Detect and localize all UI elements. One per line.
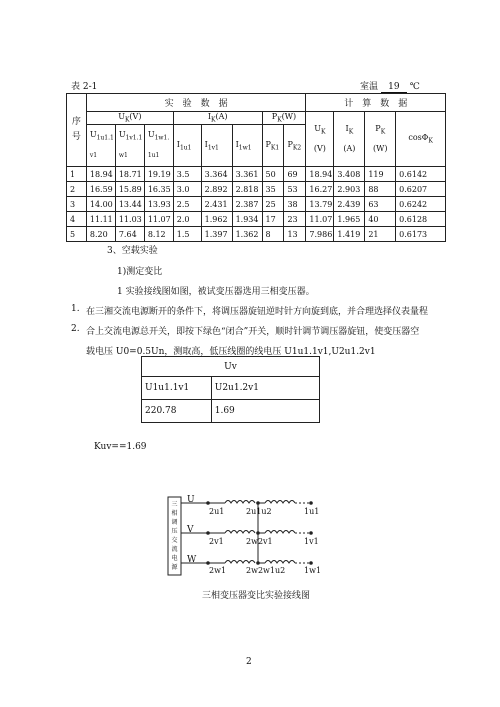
data-cell: 3.364 bbox=[201, 167, 232, 182]
power-source-label: 三相调压交流电源 bbox=[171, 501, 178, 571]
ratio-col2-header: U2u1.2v1 bbox=[211, 377, 319, 400]
data-cell: 1.397 bbox=[201, 227, 232, 242]
node-1u1: 1u1 bbox=[304, 507, 320, 516]
data-cell: 35 bbox=[262, 182, 284, 197]
row-index-cell: 4 bbox=[67, 212, 87, 227]
ratio-table-header: Uv bbox=[142, 357, 320, 377]
sub-heading: 1)测定变比 bbox=[117, 267, 163, 277]
u1-header: $U_{1u1.1}$ v1 bbox=[86, 125, 115, 167]
section-heading: 3、空载实验 bbox=[107, 246, 158, 256]
data-cell: 11.07 bbox=[306, 212, 334, 227]
data-cell: 8 bbox=[262, 227, 284, 242]
u2-header: $U_{1v1.1}$ w1 bbox=[115, 125, 144, 167]
data-cell: 2.0 bbox=[173, 212, 201, 227]
phase-v-label: V bbox=[187, 525, 194, 535]
data-cell: 23 bbox=[284, 212, 306, 227]
experiment-header: 实 验 数 据 bbox=[86, 94, 306, 112]
pk-calc-header: $P_K$ (W) bbox=[365, 112, 396, 167]
i3-header: $I_{1w1}$ bbox=[232, 125, 262, 167]
node-2w2v1: 2w2v1 bbox=[246, 537, 273, 546]
node-2u1u2: 2u1u2 bbox=[246, 507, 272, 516]
diagram-caption: 三相变压器变比实验接线图 bbox=[202, 591, 311, 601]
data-cell: 7.64 bbox=[115, 227, 144, 242]
data-cell: 3.361 bbox=[232, 167, 262, 182]
node-2w2w1: 2w2w1u2 bbox=[246, 566, 286, 575]
room-temp-unit: ℃ bbox=[409, 82, 420, 92]
data-cell: 11.03 bbox=[115, 212, 144, 227]
data-cell: 13.79 bbox=[306, 197, 334, 212]
data-cell: 38 bbox=[284, 197, 306, 212]
room-temp-value: 19 bbox=[381, 82, 407, 93]
data-cell: 63 bbox=[365, 197, 396, 212]
node-2u1: 2u1 bbox=[209, 507, 225, 516]
seq-header: 序 号 bbox=[67, 94, 87, 167]
data-cell: 1.419 bbox=[334, 227, 365, 242]
data-cell: 2.439 bbox=[334, 197, 365, 212]
data-cell: 0.6242 bbox=[396, 197, 446, 212]
node-2w1: 2w1 bbox=[209, 566, 227, 575]
kuv-result: Kuv==1.69 bbox=[94, 442, 147, 452]
pk2-header: $P_{K2}$ bbox=[284, 125, 306, 167]
pk-group-header: $P_K(W)$ bbox=[262, 112, 306, 125]
row-index-cell: 5 bbox=[67, 227, 87, 242]
data-cell: 11.07 bbox=[144, 212, 173, 227]
data-cell: 2.903 bbox=[334, 182, 365, 197]
cos-calc-header: cosΦ$_K$ bbox=[396, 112, 446, 167]
data-cell: 119 bbox=[365, 167, 396, 182]
step2-text-line1: 合上交流电源总开关，即按下绿色“闭合”开关，顺时针调节调压器旋钮，使变压器空 bbox=[86, 327, 420, 337]
data-cell: 13.93 bbox=[144, 197, 173, 212]
data-cell: 3.408 bbox=[334, 167, 365, 182]
data-cell: 21 bbox=[365, 227, 396, 242]
data-cell: 0.6207 bbox=[396, 182, 446, 197]
row-index-cell: 2 bbox=[67, 182, 87, 197]
page-number: 2 bbox=[246, 657, 252, 667]
data-cell: 13.44 bbox=[115, 197, 144, 212]
data-cell: 69 bbox=[284, 167, 306, 182]
data-cell: 1.962 bbox=[201, 212, 232, 227]
data-cell: 2.892 bbox=[201, 182, 232, 197]
data-cell: 19.19 bbox=[144, 167, 173, 182]
node-1w1: 1w1 bbox=[304, 566, 322, 575]
data-cell: 8.12 bbox=[144, 227, 173, 242]
data-cell: 7.986 bbox=[306, 227, 334, 242]
step2-number: 2. bbox=[71, 324, 80, 334]
phase-w-label: W bbox=[187, 555, 197, 565]
data-cell: 16.27 bbox=[306, 182, 334, 197]
step1-text: 在三湘交流电源断开的条件下，将调压器旋钮逆时针方向旋到底，并合理选择仪表量程 bbox=[86, 307, 429, 317]
data-cell: 18.94 bbox=[86, 167, 115, 182]
ik-calc-header: $I_K$ (A) bbox=[334, 112, 365, 167]
data-cell: 88 bbox=[365, 182, 396, 197]
data-cell: 18.71 bbox=[115, 167, 144, 182]
data-cell: 1.934 bbox=[232, 212, 262, 227]
data-cell: 16.59 bbox=[86, 182, 115, 197]
u3-header: $U_{1w1.}$ 1u1 bbox=[144, 125, 173, 167]
data-cell: 53 bbox=[284, 182, 306, 197]
step1-number: 1. bbox=[71, 304, 80, 314]
data-cell: 17 bbox=[262, 212, 284, 227]
ratio-col1-header: U1u1.1v1 bbox=[142, 377, 212, 400]
data-cell: 2.5 bbox=[173, 197, 201, 212]
table-label: 表 2-1 bbox=[71, 82, 98, 92]
data-cell: 3.0 bbox=[173, 182, 201, 197]
data-cell: 1.362 bbox=[232, 227, 262, 242]
phase-u-label: U bbox=[187, 495, 195, 505]
data-cell: 1.5 bbox=[173, 227, 201, 242]
calculation-header: 计 算 数 据 bbox=[306, 94, 446, 112]
data-cell: 11.11 bbox=[86, 212, 115, 227]
data-cell: 0.6142 bbox=[396, 167, 446, 182]
data-cell: 15.89 bbox=[115, 182, 144, 197]
uk-calc-header: $U_K$ (V) bbox=[306, 112, 334, 167]
ik-group-header: $I_K(A)$ bbox=[173, 112, 262, 125]
data-cell: 13 bbox=[284, 227, 306, 242]
uk-group-header: $U_K(V)$ bbox=[86, 112, 173, 125]
data-cell: 0.6128 bbox=[396, 212, 446, 227]
row-index-cell: 3 bbox=[67, 197, 87, 212]
data-cell: 1.965 bbox=[334, 212, 365, 227]
i2-header: $I_{1v1}$ bbox=[201, 125, 232, 167]
data-cell: 25 bbox=[262, 197, 284, 212]
room-temp-label: 室温 bbox=[360, 82, 379, 92]
ratio-val2: 1.69 bbox=[211, 400, 319, 423]
intro-text: 1 实验接线图如图，被试变压器选用三相变压器。 bbox=[117, 287, 315, 297]
data-cell: 16.35 bbox=[144, 182, 173, 197]
data-cell: 8.20 bbox=[86, 227, 115, 242]
data-cell: 0.6173 bbox=[396, 227, 446, 242]
ratio-val1: 220.78 bbox=[142, 400, 212, 423]
data-cell: 18.94 bbox=[306, 167, 334, 182]
data-cell: 2.387 bbox=[232, 197, 262, 212]
data-cell: 14.00 bbox=[86, 197, 115, 212]
node-1v1: 1v1 bbox=[304, 537, 319, 546]
step2-text-line2: 载电压 U0=0.5Un，测取高，低压线圈的线电压 U1u1.1v1,U2u1.2v1 bbox=[86, 347, 376, 357]
data-cell: 40 bbox=[365, 212, 396, 227]
data-cell: 2.431 bbox=[201, 197, 232, 212]
data-cell: 50 bbox=[262, 167, 284, 182]
node-2v1: 2v1 bbox=[209, 537, 224, 546]
data-cell: 2.818 bbox=[232, 182, 262, 197]
data-cell: 3.5 bbox=[173, 167, 201, 182]
pk1-header: $P_{K1}$ bbox=[262, 125, 284, 167]
row-index-cell: 1 bbox=[67, 167, 87, 182]
i1-header: $I_{1u1}$ bbox=[173, 125, 201, 167]
